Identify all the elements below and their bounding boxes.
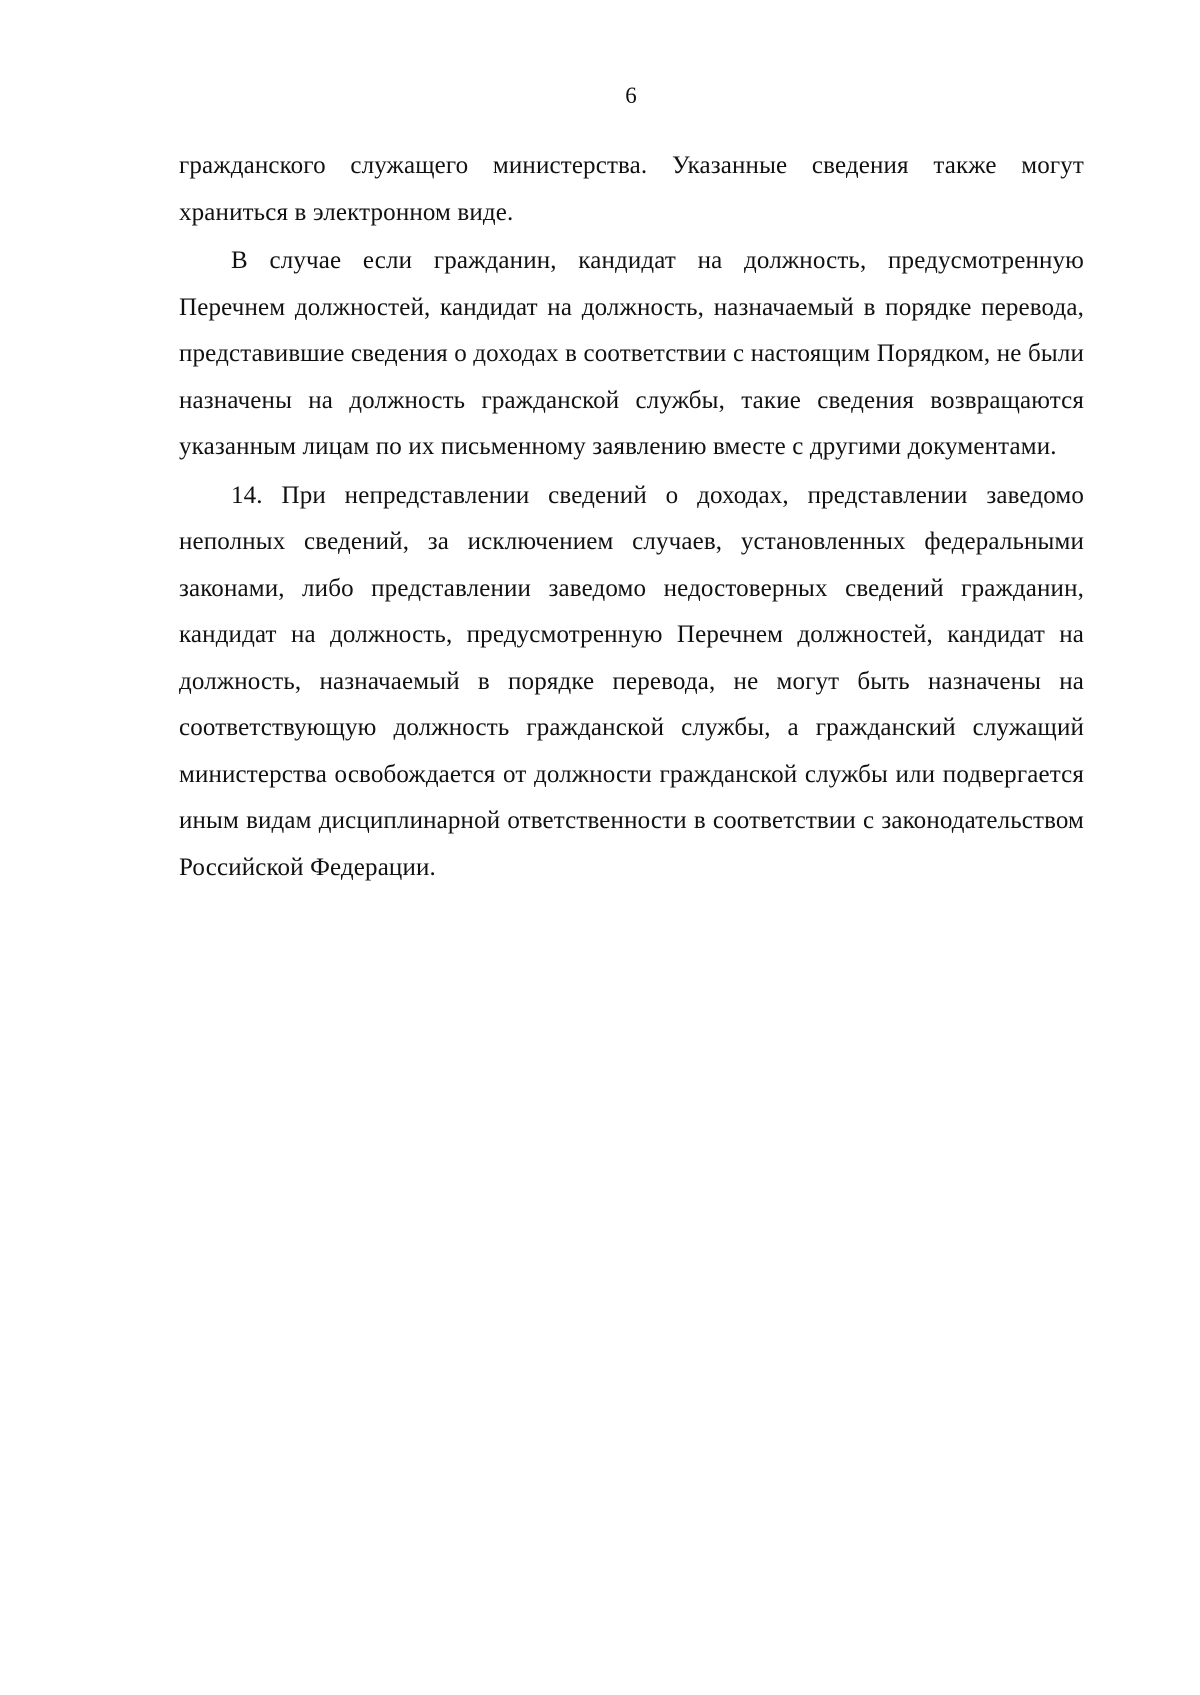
paragraph-continuation: гражданского служащего министерства. Указанные сведения также могут храниться в электронном виде.	[179, 152, 1084, 226]
document-body	[179, 143, 1084, 891]
paragraph-return-of-information: В случае если гражданин, кандидат на должность, предусмотренную Перечнем должностей, кандидат на должность, назначаемый в порядке перевода, представившие сведения о доходах в соответствии с настоящим Порядком, не были назначены на должность гражданской службы, такие сведения возвращаются указанным лицам по их письменному заявлению вместе с другими документами.	[179, 247, 1084, 460]
paragraph-14-liability: 14. При непредставлении сведений о доходах, представлении заведомо неполных сведений, за исключением случаев, установленных федеральными законами, либо представлении заведомо недостоверных сведений гражданин, кандидат на должность, предусмотренную Перечнем должностей, кандидат на должность, назначаемый в порядке перевода, не могут быть назначены на соответствующую должность гражданской службы, а гражданский служащий министерства освобождается от должности гражданской службы или подвергается иным видам дисциплинарной ответственности в соответствии с законодательством Российской Федерации.	[179, 481, 1084, 881]
page-number: 6	[625, 83, 637, 108]
